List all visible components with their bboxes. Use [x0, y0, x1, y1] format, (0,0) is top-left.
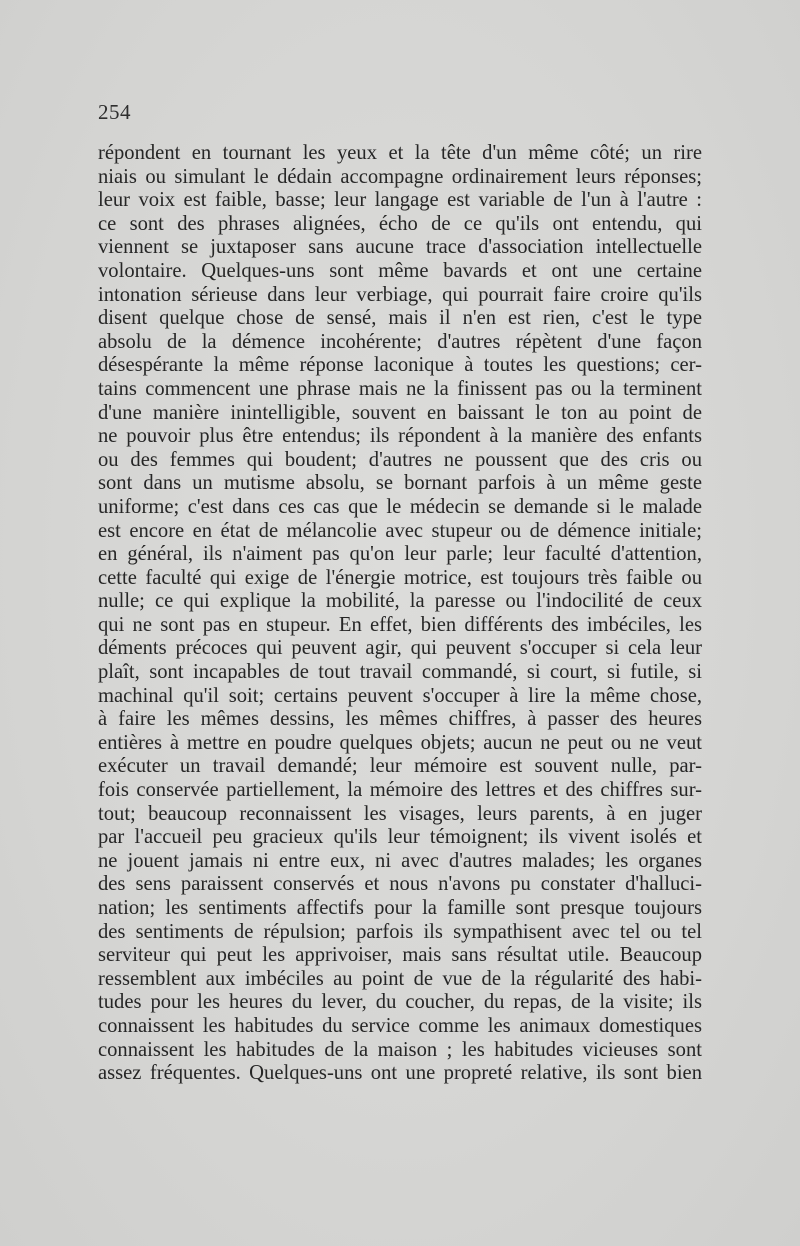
text-line: disent quelque chose de sensé, mais il n'en est rien, c'est le type: [98, 307, 702, 330]
text-line: entières à mettre en poudre quelques objets; aucun ne peut ou ne veut: [98, 731, 702, 754]
text-line: intonation sérieuse dans leur verbiage, qui pourrait faire croire qu'ils: [98, 283, 702, 306]
text-line: des sentiments de répulsion; parfois ils sympathisent avec tel ou tel: [98, 920, 702, 943]
text-line: ne pouvoir plus être entendus; ils répondent à la manière des enfants: [98, 425, 702, 448]
text-line: machinal qu'il soit; certains peuvent s'occuper à lire la même chose,: [98, 684, 702, 707]
text-line: sont dans un mutisme absolu, se bornant parfois à un même geste: [98, 472, 702, 495]
text-line: tudes pour les heures du lever, du coucher, du repas, de la visite; ils: [98, 991, 702, 1014]
text-line: leur voix est faible, basse; leur langage est variable de l'un à l'autre :: [98, 189, 702, 212]
text-line: volontaire. Quelques-uns sont même bavards et ont une certaine: [98, 259, 702, 282]
text-line: connaissent les habitudes de la maison ; les habitudes vicieuses sont: [98, 1038, 702, 1061]
text-line: ce sont des phrases alignées, écho de ce qu'ils ont entendu, qui: [98, 212, 702, 235]
text-line: déments précoces qui peuvent agir, qui peuvent s'occuper si cela leur: [98, 637, 702, 660]
text-line: exécuter un travail demandé; leur mémoire est souvent nulle, par-: [98, 755, 702, 778]
text-line: désespérante la même réponse laconique à toutes les questions; cer-: [98, 354, 702, 377]
text-line: connaissent les habitudes du service comme les animaux domestiques: [98, 1014, 702, 1037]
text-line: qui ne sont pas en stupeur. En effet, bien différents des imbéciles, les: [98, 613, 702, 636]
text-line: à faire les mêmes dessins, les mêmes chiffres, à passer des heures: [98, 708, 702, 731]
text-line: tout; beaucoup reconnaissent les visages, leurs parents, à en juger: [98, 802, 702, 825]
text-line: ressemblent aux imbéciles au point de vue de la régularité des habi-: [98, 967, 702, 990]
text-line: nation; les sentiments affectifs pour la famille sont presque toujours: [98, 897, 702, 919]
text-line: en général, ils n'aiment pas qu'on leur parle; leur faculté d'attention,: [98, 543, 702, 566]
page-number: 254: [98, 100, 131, 124]
text-line: nulle; ce qui explique la mobilité, la paresse ou l'indocilité de ceux: [98, 590, 702, 613]
text-line: cette faculté qui exige de l'énergie motrice, est toujours très faible ou: [98, 566, 702, 589]
text-line: est encore en état de mélancolie avec stupeur ou de démence initiale;: [98, 519, 702, 542]
text-line: niais ou simulant le dédain accompagne ordinairement leurs réponses;: [98, 165, 702, 188]
text-line: serviteur qui peut les apprivoiser, mais sans résultat utile. Beaucoup: [98, 944, 702, 967]
text-line: viennent se juxtaposer sans aucune trace d'association intellectuelle: [98, 236, 702, 259]
text-line: uniforme; c'est dans ces cas que le médecin se demande si le malade: [98, 495, 702, 518]
text-line: fois conservée partiellement, la mémoire des lettres et des chiffres sur-: [98, 779, 702, 802]
text-line: tains commencent une phrase mais ne la finissent pas ou la terminent: [98, 377, 702, 400]
text-line: ou des femmes qui boudent; d'autres ne poussent que des cris ou: [98, 448, 702, 471]
text-line: répondent en tournant les yeux et la tête d'un même côté; un rire: [98, 142, 702, 164]
body-text: [98, 142, 702, 1086]
text-line: plaît, sont incapables de tout travail commandé, si court, si futile, si: [98, 661, 702, 684]
text-line: assez fréquentes. Quelques-uns ont une propreté relative, ils sont bien: [98, 1062, 702, 1085]
text-line: par l'accueil peu gracieux qu'ils leur témoignent; ils vivent isolés et: [98, 826, 702, 849]
text-line: absolu de la démence incohérente; d'autres répètent d'une façon: [98, 330, 702, 353]
text-line: d'une manière inintelligible, souvent en baissant le ton au point de: [98, 401, 702, 424]
text-line: des sens paraissent conservés et nous n'avons pu constater d'halluci-: [98, 873, 702, 896]
text-line: ne jouent jamais ni entre eux, ni avec d'autres malades; les organes: [98, 849, 702, 872]
